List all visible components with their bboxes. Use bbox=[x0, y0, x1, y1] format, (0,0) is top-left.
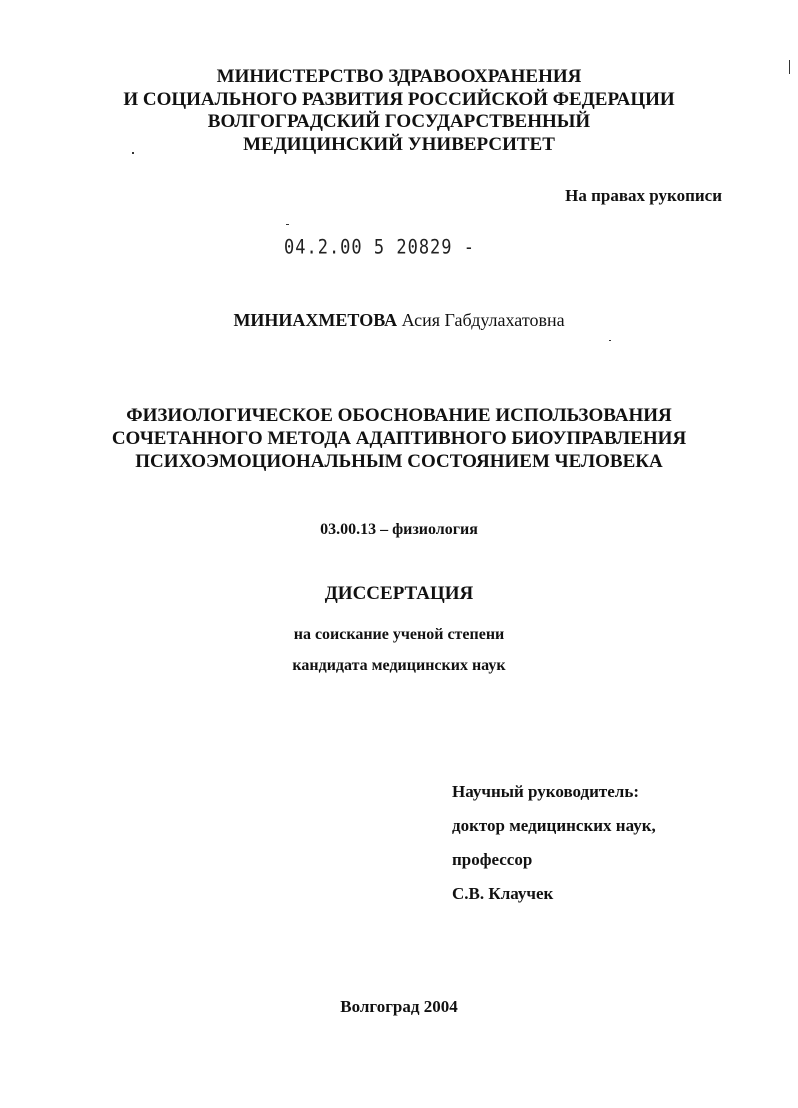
author-name bbox=[0, 310, 798, 331]
degree-line: на соискание ученой степени bbox=[293, 626, 505, 643]
supervisor-block bbox=[452, 775, 656, 911]
degree-sought bbox=[0, 619, 798, 681]
dissertation-title bbox=[0, 404, 798, 473]
title-line: СОЧЕТАННОГО МЕТОДА АДАПТИВНОГО БИОУПРАВЛЕНИЯ bbox=[111, 428, 687, 449]
scan-artifact bbox=[286, 224, 289, 225]
institution-line: МЕДИЦИНСКИЙ УНИВЕРСИТЕТ bbox=[243, 133, 555, 155]
title-line: ПСИХОЭМОЦИОНАЛЬНЫМ СОСТОЯНИЕМ ЧЕЛОВЕКА bbox=[135, 451, 663, 472]
institution-header bbox=[0, 66, 798, 156]
institution-line: МИНИСТЕРСТВО ЗДРАВООХРАНЕНИЯ bbox=[216, 66, 582, 87]
author-given-names: Асия Габдулахатовна bbox=[401, 310, 565, 330]
title-line: ФИЗИОЛОГИЧЕСКОЕ ОБОСНОВАНИЕ ИСПОЛЬЗОВАНИЯ bbox=[126, 405, 672, 426]
scan-artifact bbox=[789, 60, 790, 74]
supervisor-heading: Научный руководитель: bbox=[452, 782, 639, 801]
institution-line: И СОЦИАЛЬНОГО РАЗВИТИЯ РОССИЙСКОЙ ФЕДЕРАЦИИ bbox=[123, 88, 675, 110]
rights-notice: На правах рукописи bbox=[565, 186, 722, 205]
author-surname: МИНИАХМЕТОВА bbox=[233, 310, 398, 330]
supervisor-rank: профессор bbox=[452, 850, 533, 869]
degree-line: кандидата медицинских наук bbox=[292, 657, 506, 674]
registration-stamp: 04.2.00 5 20829 - bbox=[284, 236, 475, 259]
city-year: Волгоград 2004 bbox=[340, 997, 458, 1016]
scan-artifact bbox=[132, 152, 134, 154]
supervisor-degree: доктор медицинских наук, bbox=[452, 816, 656, 835]
institution-line: ВОЛГОГРАДСКИЙ ГОСУДАРСТВЕННЫЙ bbox=[207, 111, 591, 132]
supervisor-name: С.В. Клаучек bbox=[452, 884, 554, 903]
document-type: ДИССЕРТАЦИЯ bbox=[324, 583, 474, 604]
specialty-code: 03.00.13 – физиология bbox=[320, 521, 478, 538]
scan-artifact bbox=[609, 340, 611, 341]
